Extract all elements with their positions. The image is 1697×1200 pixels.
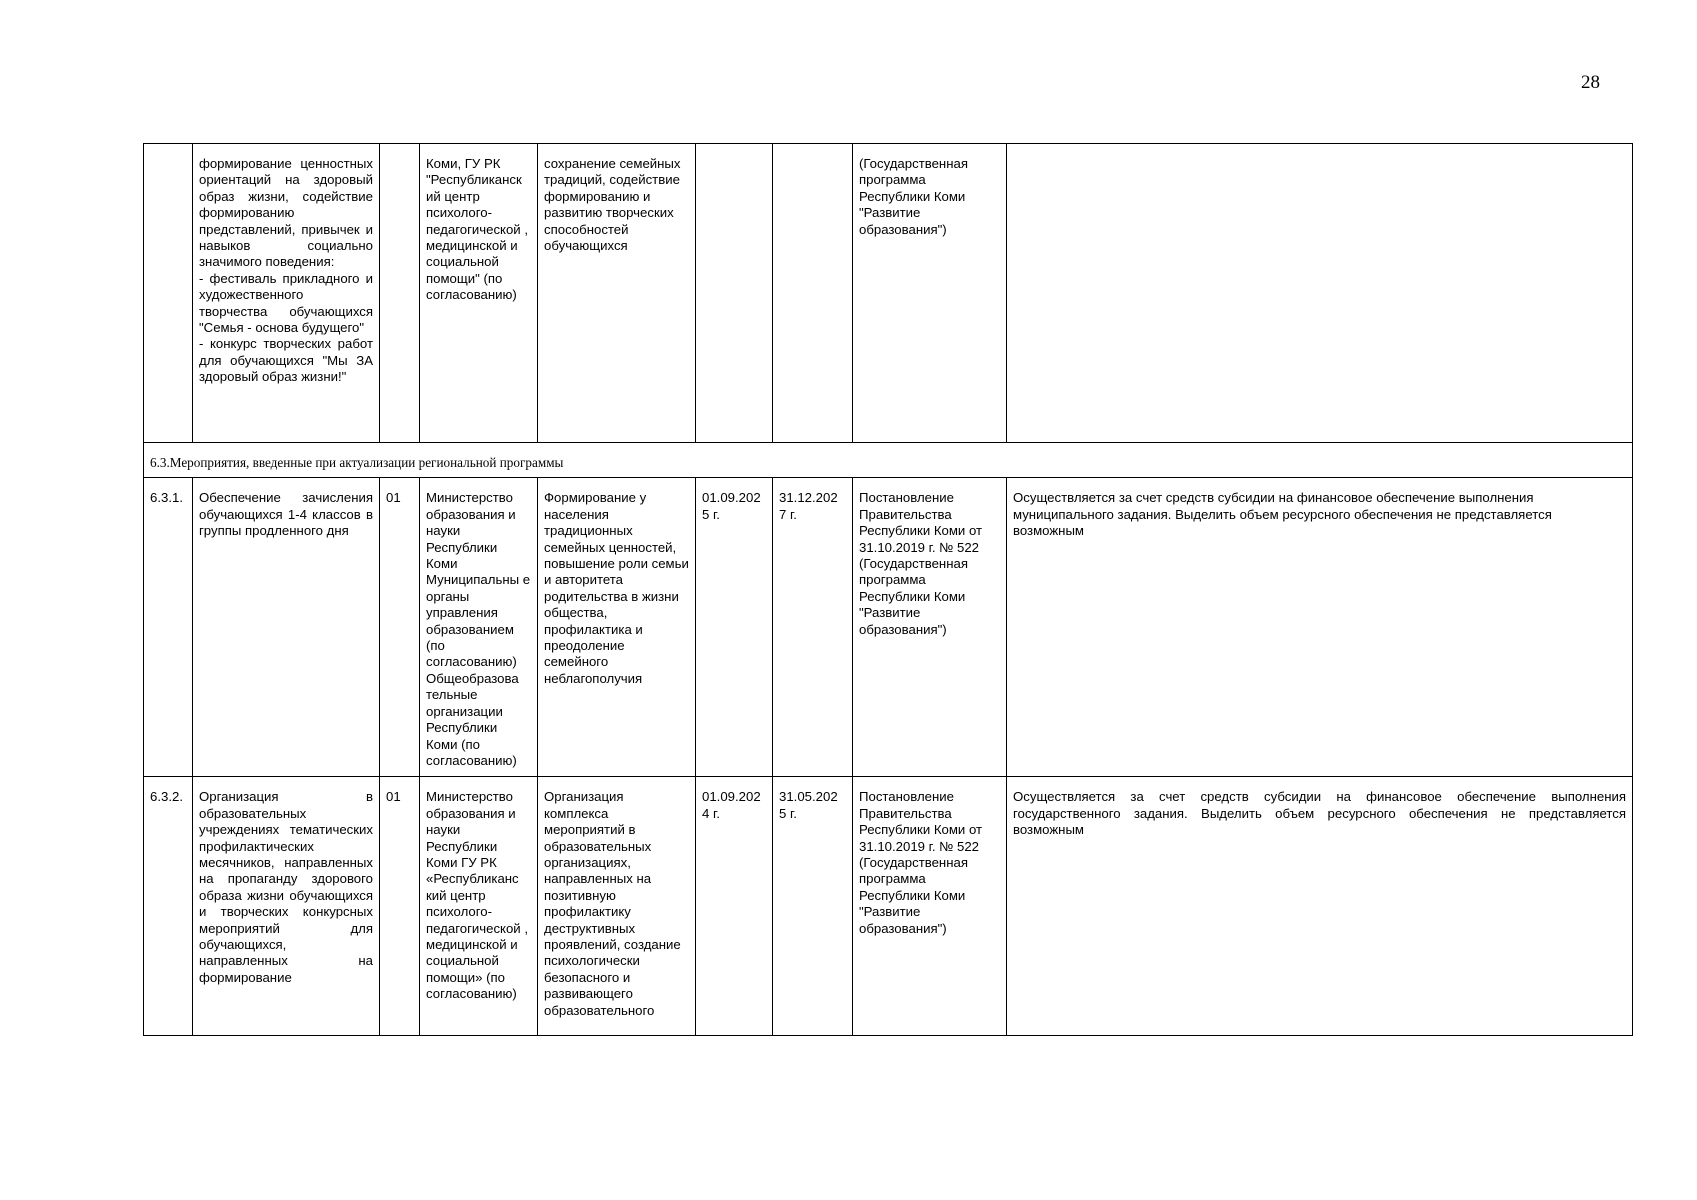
cell-end: 31.12.202 7 г. [773,478,853,777]
cell-code [380,144,420,443]
cell-num: 6.3.2. [144,777,193,1036]
table-row [144,777,1633,1036]
table-row [144,144,1633,443]
cell-result: Организация комплекса мероприятий в образовательных организациях, направленных на позитивную профилактику деструктивных проявлений, создание психологически безопасного и развивающего образовательного [538,777,696,1036]
cell-end: 31.05.202 5 г. [773,777,853,1036]
cell-num [144,144,193,443]
cell-executor: Министерство образования и науки Республики Коми Муниципальны е органы управления образованием (по согласованию) Общеобразова тельные организации Республики Коми (по согласованию) [420,478,538,777]
cell-start: 01.09.202 5 г. [696,478,773,777]
cell-start [696,144,773,443]
cell-executor: Коми, ГУ РК "Республиканск ий центр психолого-педагогической , медицинской и социальной помощи" (по согласованию) [420,144,538,443]
cell-funding: Осуществляется за счет средств субсидии на финансовое обеспечение выполнения государственного задания. Выделить объем ресурсного обеспечения не представляется возможным [1007,777,1633,1036]
cell-funding: Осуществляется за счет средств субсидии на финансовое обеспечение выполнения муниципального задания. Выделить объем ресурсного обеспечения не представляется возможным [1007,478,1633,777]
cell-funding [1007,144,1633,443]
cell-end [773,144,853,443]
cell-basis: Постановление Правительства Республики Коми от 31.10.2019 г. № 522 (Государственная программа Республики Коми "Развитие образования") [853,777,1007,1036]
cell-result: сохранение семейных традиций, содействие формированию и развитию творческих способностей обучающихся [538,144,696,443]
cell-code: 01 [380,777,420,1036]
measures-table [143,143,1633,1036]
section-row [144,443,1633,478]
cell-result: Формирование у населения традиционных семейных ценностей, повышение роли семьи и авторитета родительства в жизни общества, профилактика и преодоление семейного неблагополучия [538,478,696,777]
table-row [144,478,1633,777]
page-number: 28 [1581,72,1600,93]
cell-num: 6.3.1. [144,478,193,777]
cell-basis: (Государственная программа Республики Коми "Развитие образования") [853,144,1007,443]
cell-start: 01.09.202 4 г. [696,777,773,1036]
cell-code: 01 [380,478,420,777]
cell-basis: Постановление Правительства Республики Коми от 31.10.2019 г. № 522 (Государственная программа Республики Коми "Развитие образования") [853,478,1007,777]
cell-name: формирование ценностных ориентаций на здоровый образ жизни, содействие формированию представлений, привычек и навыков социально значимого поведения: - фестиваль прикладного и художественного творчества обучающихся "Семья - основа будущего" - конкурс творческих работ для обучающихся "Мы ЗА здоровый образ жизни!" [193,144,380,443]
section-title: 6.3.Мероприятия, введенные при актуализации региональной программы [144,443,1633,478]
cell-executor: Министерство образования и науки Республики Коми ГУ РК «Республиканс кий центр психолого-педагогической , медицинской и социальной помощи» (по согласованию) [420,777,538,1036]
cell-name: Организация в образовательных учреждениях тематических профилактических месячников, направленных на пропаганду здорового образа жизни обучающихся и творческих конкурсных мероприятий для обучающихся, направленных на формирование [193,777,380,1036]
cell-name: Обеспечение зачисления обучающихся 1-4 классов в группы продленного дня [193,478,380,777]
